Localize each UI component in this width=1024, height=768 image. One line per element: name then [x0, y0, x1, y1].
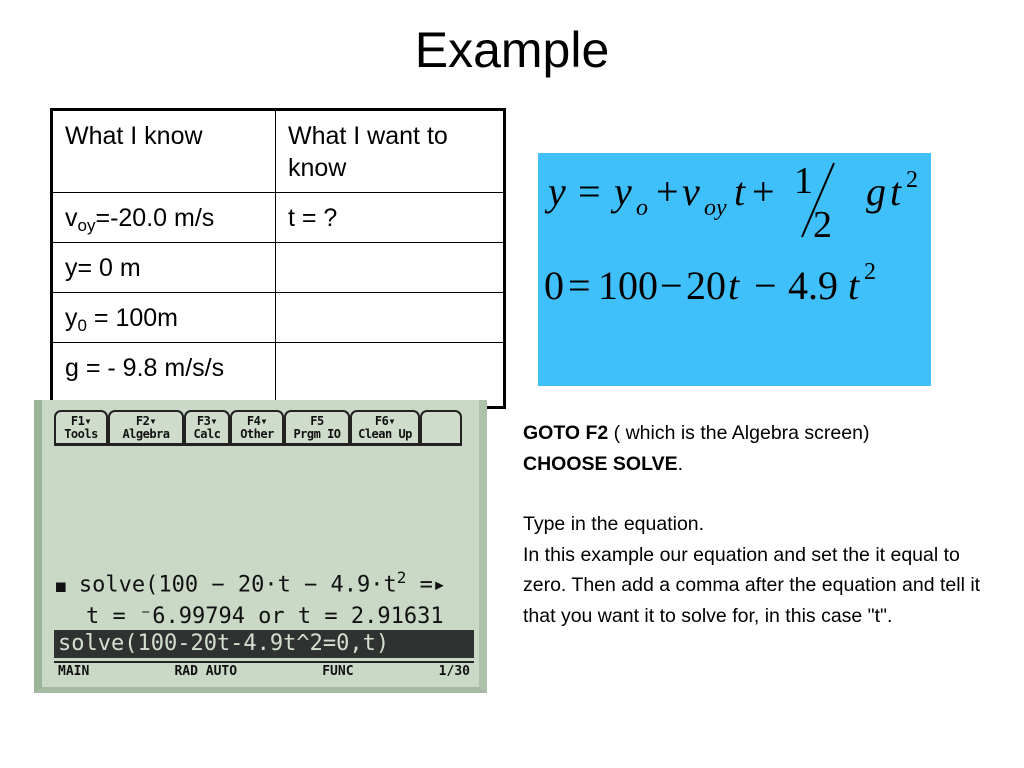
status-history-count: 1/30	[438, 664, 470, 679]
svg-text:v: v	[682, 169, 700, 214]
instruction-step-2: Type in the equation. In this example our equation and set the it equal to zero. Then add a comma after the equation and tell it that you want it to solve for, in this case "t".	[523, 513, 981, 627]
instructions	[523, 418, 993, 631]
tab-other[interactable]: F4▾ Other	[230, 410, 284, 446]
table-row	[52, 293, 505, 343]
svg-text:y: y	[614, 169, 632, 214]
svg-text:0: 0	[544, 263, 564, 308]
svg-text:2: 2	[813, 204, 832, 246]
kinematic-equation	[544, 160, 918, 246]
calculator-screen	[34, 400, 487, 693]
svg-text:=: =	[578, 169, 601, 214]
knowns-table	[50, 108, 506, 409]
want-cell: t = ?	[276, 193, 505, 243]
svg-text:4.9: 4.9	[788, 263, 838, 308]
svg-text:t: t	[728, 263, 740, 308]
status-mode: RAD AUTO	[174, 664, 238, 679]
tab-empty[interactable]	[420, 410, 462, 446]
svg-text:−: −	[754, 263, 777, 308]
table-row	[52, 193, 505, 243]
want-cell	[276, 293, 505, 343]
svg-text:g: g	[866, 169, 886, 214]
slide-title: Example	[414, 22, 610, 78]
known-cell: $y_0 = 100m$	[52, 293, 276, 343]
history-input: ■ solve(100 − $20\cdot t - 4.9\cdot t^2$ =▸	[56, 568, 447, 598]
header-what-i-know: What I know	[52, 110, 276, 193]
status-folder: MAIN	[58, 664, 90, 679]
entry-line[interactable]: solve(100-20t-4.9t^2=0,t)	[54, 630, 474, 658]
equations-svg	[538, 153, 931, 386]
svg-text:2: 2	[906, 167, 918, 193]
history-result: t = ⁻6.99794 or t = 2.91631	[86, 604, 444, 629]
numeric-equation	[544, 259, 876, 308]
tab-calc[interactable]: F3▾ Calc	[184, 410, 230, 446]
want-cell	[276, 343, 505, 408]
svg-text:=: =	[568, 263, 591, 308]
svg-text:t: t	[848, 263, 860, 308]
svg-text:o: o	[636, 195, 648, 221]
svg-text:t: t	[890, 169, 902, 214]
svg-text:2: 2	[864, 259, 876, 285]
svg-text:y: y	[548, 169, 566, 214]
svg-text:+: +	[656, 169, 679, 214]
known-cell: y= 0 m	[52, 243, 276, 293]
svg-text:100: 100	[598, 263, 658, 308]
table-header-row	[52, 110, 505, 193]
tab-clean-up[interactable]: F6▾ Clean Up	[350, 410, 420, 446]
entry-bullet-icon: ■	[56, 576, 66, 596]
status-graph: FUNC	[322, 664, 354, 679]
want-cell	[276, 243, 505, 293]
known-cell: g = - 9.8 m/s/s	[52, 343, 276, 408]
instruction-step-1: GOTO F2 ( which is the Algebra screen) CHOOSE SOLVE.	[523, 422, 870, 475]
equation-box	[538, 153, 931, 386]
table-row	[52, 343, 505, 408]
svg-text:1: 1	[794, 160, 813, 202]
header-what-i-want: What I want to know	[276, 110, 505, 193]
calculator-toolbar	[54, 410, 462, 450]
tab-tools[interactable]: F1▾ Tools	[54, 410, 108, 446]
tab-algebra[interactable]: F2▾ Algebra	[108, 410, 184, 446]
svg-text:t: t	[734, 169, 746, 214]
svg-text:20: 20	[686, 263, 726, 308]
table-row	[52, 243, 505, 293]
status-bar	[54, 661, 474, 679]
tab-prgmio[interactable]: F5 Prgm IO	[284, 410, 350, 446]
svg-text:+: +	[752, 169, 775, 214]
known-cell: $v_{oy}=-20.0$ m/s	[52, 193, 276, 243]
svg-text:oy: oy	[704, 195, 727, 221]
svg-text:−: −	[660, 263, 683, 308]
